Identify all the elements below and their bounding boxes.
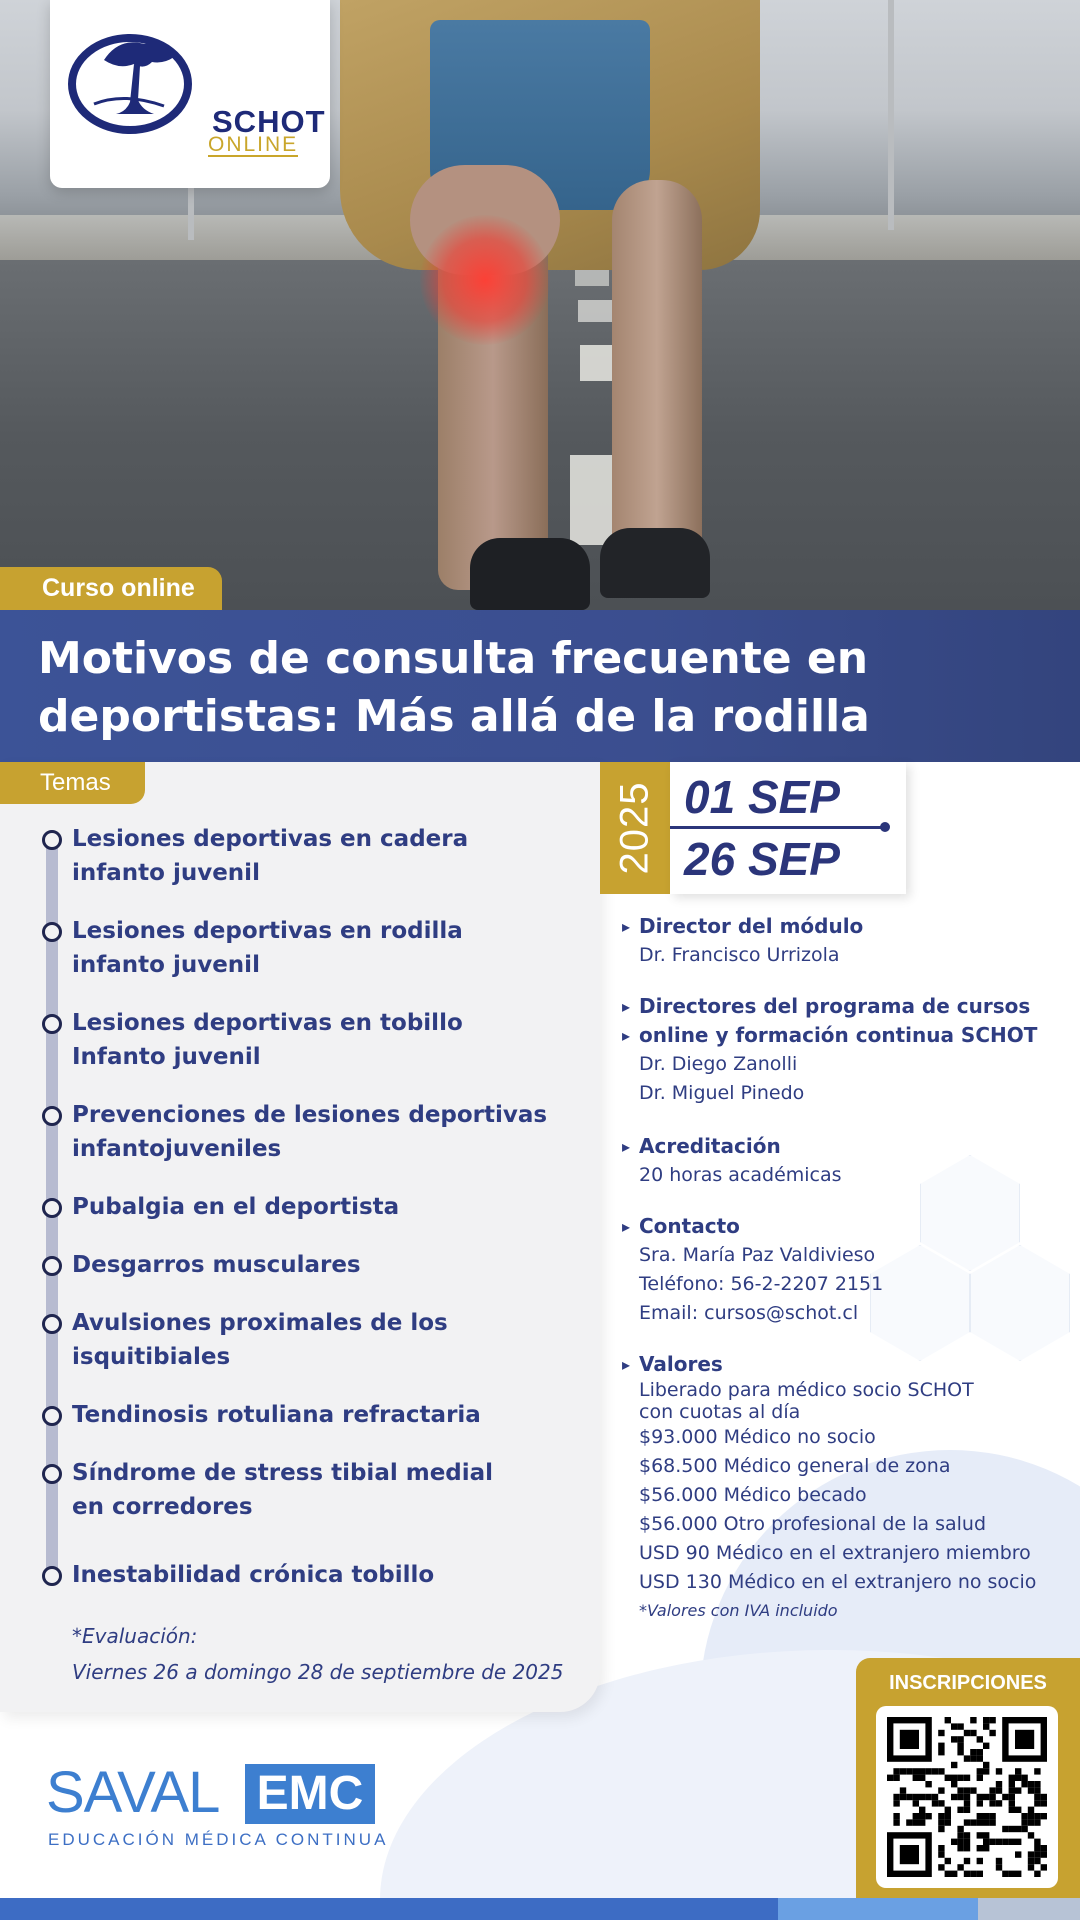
date-card xyxy=(670,762,906,894)
course-type-tag: Curso online xyxy=(0,567,222,610)
timeline-dot xyxy=(42,830,62,850)
price-item: $56.000 Otro profesional de la salud xyxy=(639,1513,987,1535)
prices-section xyxy=(622,1350,1036,1625)
logo-text-schot: SCHOT xyxy=(212,104,326,139)
price-item: $56.000 Médico becado xyxy=(639,1484,867,1506)
accreditation-section xyxy=(622,1132,842,1190)
program-directors-section xyxy=(622,992,1037,1108)
topic-text: Síndrome de stress tibial medial en corredores xyxy=(72,1460,494,1520)
program-director-name: Dr. Diego Zanolli xyxy=(639,1053,798,1075)
date-divider-dot xyxy=(880,822,890,832)
contact-email[interactable]: Email: cursos@schot.cl xyxy=(639,1302,859,1324)
logo-text-online: ONLINE xyxy=(208,133,299,156)
accreditation-label: ▸ Acreditación xyxy=(622,1132,842,1161)
emc-logo-box: EMC xyxy=(245,1764,375,1824)
decorative-hexagon xyxy=(920,1155,1020,1271)
contact-phone[interactable]: Teléfono: 56-2-2207 2151 xyxy=(639,1273,884,1295)
topic-text: Lesiones deportivas en tobillo Infanto juvenil xyxy=(72,1010,463,1070)
director-label: ▸ Director del módulo xyxy=(622,912,863,941)
accreditation-value: 20 horas académicas xyxy=(639,1164,842,1186)
topic-text: Lesiones deportivas en rodilla infanto juvenil xyxy=(72,918,463,978)
qr-code-icon xyxy=(887,1717,1047,1877)
knee-pain-highlight xyxy=(420,215,550,345)
qr-code[interactable] xyxy=(876,1706,1058,1888)
decorative-hexagon xyxy=(870,1245,970,1361)
program-directors-label-line2: online y formación continua SCHOT xyxy=(639,1023,1038,1047)
topic-text: Tendinosis rotuliana refractaria xyxy=(72,1402,481,1428)
program-directors-label: ▸ Directores del programa de cursos xyxy=(622,992,1037,1021)
contact-label: ▸ Contacto xyxy=(622,1212,883,1241)
end-date: 26 SEP xyxy=(684,833,840,885)
year-text: 2025 xyxy=(612,781,657,875)
timeline-dot xyxy=(42,1314,62,1334)
timeline-dot xyxy=(42,1406,62,1426)
evaluation-dates: Viernes 26 a domingo 28 de septiembre de 2025 xyxy=(72,1660,564,1684)
evaluation-label: *Evaluación: xyxy=(72,1624,198,1648)
timeline-dot xyxy=(42,1566,62,1586)
decorative-hexagon xyxy=(970,1245,1070,1361)
title-band xyxy=(0,610,1080,762)
course-title: Motivos de consulta frecuente en deportistas: Más allá de la rodilla xyxy=(38,633,870,742)
prices-label: ▸ Valores xyxy=(622,1350,1036,1379)
topic-text: Inestabilidad crónica tobillo xyxy=(72,1562,435,1588)
timeline-dot xyxy=(42,1014,62,1034)
topic-text: Lesiones deportivas en cadera infanto juvenil xyxy=(72,826,469,886)
topic-text: Pubalgia en el deportista xyxy=(72,1194,400,1220)
topic-text: Desgarros musculares xyxy=(72,1252,361,1278)
price-item: USD 90 Médico en el extranjero miembro xyxy=(639,1542,1031,1564)
signup-box[interactable] xyxy=(856,1658,1080,1898)
timeline-dot xyxy=(42,1106,62,1126)
saval-tagline: EDUCACIÓN MÉDICA CONTINUA xyxy=(48,1830,389,1849)
topic-text: Prevenciones de lesiones deportivas infantojuveniles xyxy=(72,1102,548,1162)
tree-logo-icon xyxy=(64,22,214,134)
director-name: Dr. Francisco Urrizola xyxy=(639,944,840,966)
price-item: $93.000 Médico no socio xyxy=(639,1426,876,1448)
timeline-dot xyxy=(42,1256,62,1276)
year-box xyxy=(600,762,670,894)
timeline-dot xyxy=(42,1464,62,1484)
timeline-dot xyxy=(42,1198,62,1218)
date-divider xyxy=(670,826,884,829)
price-item: $68.500 Médico general de zona xyxy=(639,1455,951,1477)
program-director-name: Dr. Miguel Pinedo xyxy=(639,1082,805,1104)
topic-text: Avulsiones proximales de los isquitibiales xyxy=(72,1310,448,1370)
prices-free-line: Liberado para médico socio SCHOT xyxy=(639,1379,974,1401)
contact-section xyxy=(622,1212,883,1328)
price-item: USD 130 Médico en el extranjero no socio xyxy=(639,1571,1037,1593)
prices-note: *Valores con IVA incluido xyxy=(639,1601,838,1620)
timeline-dot xyxy=(42,922,62,942)
start-date: 01 SEP xyxy=(684,771,840,823)
contact-name: Sra. María Paz Valdivieso xyxy=(639,1244,876,1266)
footer-bar xyxy=(0,1898,1080,1920)
signup-label: INSCRIPCIONES xyxy=(889,1672,1047,1694)
saval-logo-text: SAVAL xyxy=(46,1760,220,1825)
prices-free-line: con cuotas al día xyxy=(639,1401,801,1423)
director-section xyxy=(622,912,863,970)
schot-online-logo xyxy=(50,0,330,188)
topics-label: Temas xyxy=(0,762,145,804)
evaluation-note xyxy=(72,1618,563,1690)
